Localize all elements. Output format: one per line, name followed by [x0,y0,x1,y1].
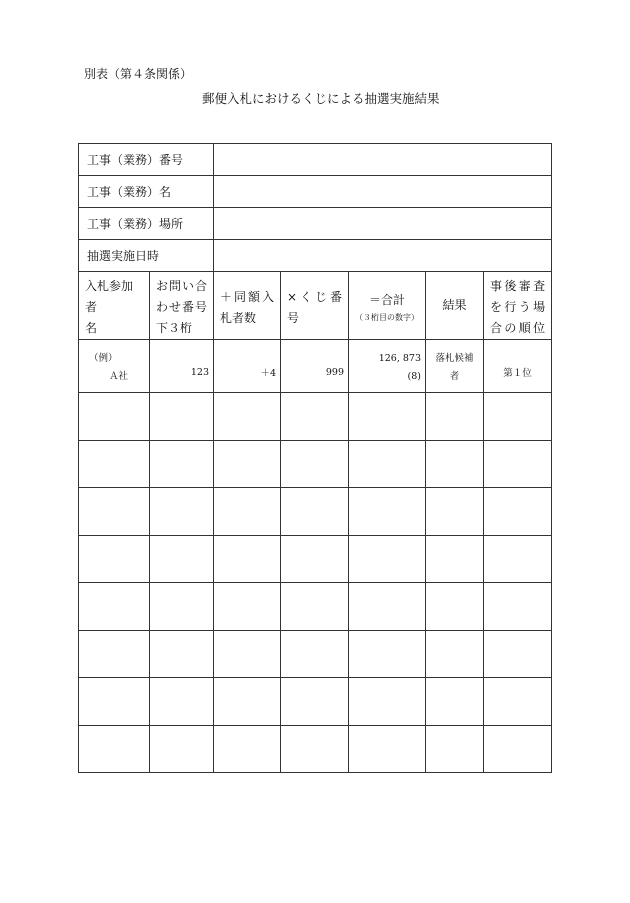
example-row [79,340,552,393]
info-label: 工事（業務）番号 [79,144,214,176]
column-header-row [79,272,552,340]
header-line: 札者数 [220,310,257,325]
info-row-name [79,176,552,208]
table-row [79,678,552,726]
table-row [79,488,552,536]
info-label: 工事（業務）場所 [79,208,214,240]
example-same: ＋4 [214,340,281,393]
header-sum-note: （３桁目の数字） [355,313,420,322]
lottery-result-table [78,143,552,773]
info-label: 抽選実施日時 [79,240,214,272]
example-result-line: 落札候補 [435,352,474,364]
example-label: （例） [89,352,118,364]
header-line: 入札参加者 [85,279,134,314]
info-label: 工事（業務）名 [79,176,214,208]
info-row-number [79,144,552,176]
header-post-review-order [484,272,552,340]
example-bidder [79,340,150,393]
table-row [79,393,552,441]
info-row-datetime [79,240,552,272]
example-result-line: 者 [449,370,460,382]
annex-label: 別表（第４条関係） [84,67,193,81]
header-sum [349,272,426,340]
example-rank: 第１位 [484,340,552,393]
table-row [79,583,552,631]
header-line: 下３桁 [156,321,193,335]
table-row [79,535,552,583]
header-line: ＋同額入 [220,289,275,304]
header-line: わせ番号 [156,300,208,314]
header-bidder [79,272,150,340]
header-line: ×くじ番 [287,289,343,304]
example-sum-cell [349,340,426,393]
info-value[interactable] [214,144,552,176]
example-digit: (8) [407,370,422,382]
header-same-price [214,272,281,340]
header-line: お問い合 [156,279,208,293]
header-line: 事後審査 [490,279,546,293]
header-line: を行う場 [490,300,546,314]
header-line: ＝合計 [369,293,406,307]
example-lot: 999 [281,340,349,393]
table-row [79,440,552,488]
header-result [426,272,484,340]
example-sum: 126, 873 [378,352,422,364]
example-inquiry: 123 [150,340,214,393]
table-row [79,630,552,678]
header-line: 結果 [442,298,467,312]
header-lot-number [281,272,349,340]
info-value[interactable] [214,240,552,272]
info-value[interactable] [214,208,552,240]
header-line: 号 [287,310,300,325]
info-row-location [79,208,552,240]
table-row [79,725,552,773]
info-value[interactable] [214,176,552,208]
example-company: Ａ社 [109,370,129,382]
header-line: 名 [85,321,98,335]
document-title: 郵便入札におけるくじによる抽選実施結果 [202,91,440,106]
example-result [426,340,484,393]
header-line: 合の順位 [490,321,546,335]
header-inquiry-number [150,272,214,340]
